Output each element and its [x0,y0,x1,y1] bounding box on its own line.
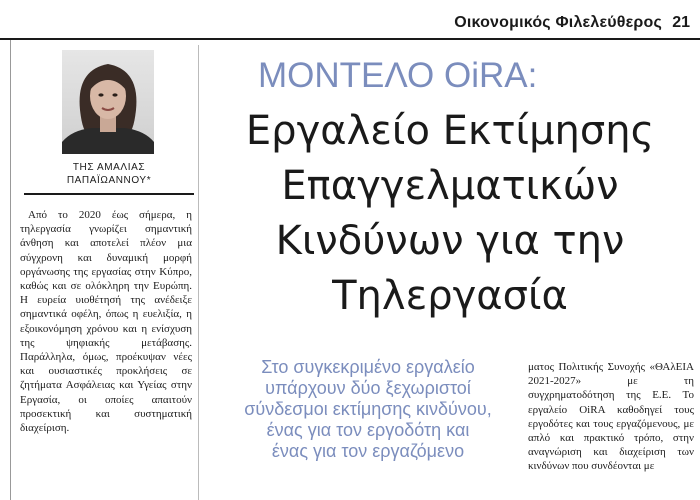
author-byline [24,161,194,187]
byline-line-1: ΤΗΣ ΑΜΑΛΙΑΣ [72,162,146,173]
right-column-body: ματος Πολιτικής Συνοχής «ΘΑλΕΙΑ 2021-2027» με τη συγχρηματοδότηση της Ε.Ε. Το εργαλείο OiRA καθοδηγεί τους εργοδότες και τους εργαζόμενους, με απλό και πρακτικό τρόπο, στην αναγνώριση και διαχείριση των κινδύνων που συνδέονται με [528,361,694,473]
pullquote-line-2: υπάρχουν δύο ξεχωριστοί [265,378,471,398]
left-column-body [20,208,192,435]
page-number: 21 [672,14,690,31]
headline-line-3: Κινδύνων για την [275,218,625,264]
author-portrait-image [62,50,154,154]
article-kicker: ΜΟΝΤΕΛΟ OiRA: [258,56,538,95]
byline-line-2: ΠΑΠΑΪΩΑΝΝΟΥ* [66,175,152,186]
pullquote-line-1: Στο συγκεκριμένο εργαλείο [261,357,475,377]
byline-rule [24,193,194,195]
pull-quote [218,357,518,462]
author-photo [62,50,154,154]
pullquote-line-3: σύνδεσμοι εκτίμησης κινδύνου, [244,399,492,419]
headline-line-4: Τηλεργασία [332,273,568,319]
pullquote-line-5: ένας για τον εργαζόμενο [271,441,465,461]
page-header [0,0,700,40]
page-edge-rule [10,40,11,500]
publication-name: Οικονομικός Φιλελεύθερος [454,14,662,31]
header-rule [0,38,700,40]
headline-line-1: Εργαλείο Εκτίμησης [245,108,655,154]
pullquote-line-4: ένας για τον εργοδότη και [266,420,470,440]
headline-line-2: Επαγγελματικών [281,163,619,209]
article-headline [205,104,695,324]
left-column-paragraph: Από το 2020 έως σήμερα, η τηλεργασία γνωρίζει σημαντική άνθηση και αποτελεί πλέον μια σύγχρονη και δυναμική μορφή οργάνωσης της εργασίας στην Κύπρο, καθώς και σε ολόκληρη την Ευρώπη. Η ευρεία υιοθέτησή της ανέδειξε σημαντικά οφέλη, όπως η ευελιξία, η εξοικονόμηση χρόνου και η ενίσχυση της ψηφιακής μετάβασης. Παράλληλα, όμως, προέκυψαν νέες και ουσιαστικές προκλήσεις σε ζητήματα Ασφάλειας και Υγείας στην Εργασία, οι οποίες απαιτούν προσεκτική και συστηματική διαχείριση. [20,209,192,435]
column-divider [198,45,199,500]
